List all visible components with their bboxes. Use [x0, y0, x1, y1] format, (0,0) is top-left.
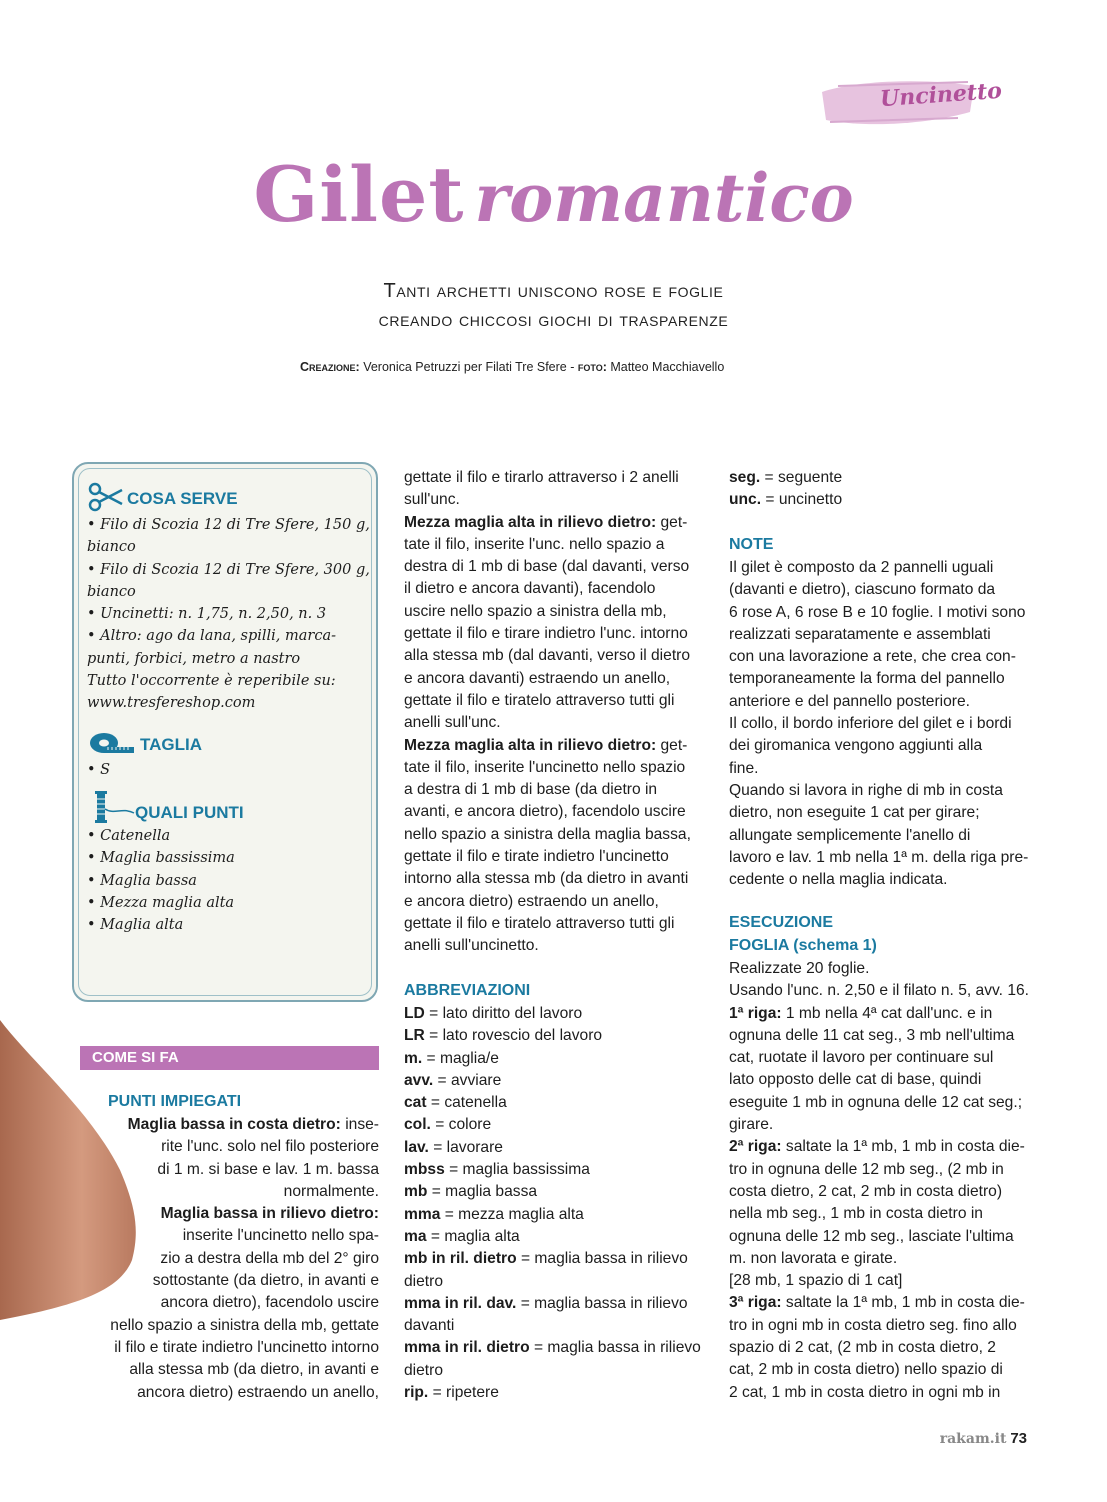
- abbr-item: lav. = lavorare: [404, 1138, 503, 1156]
- list-item: • Uncinetti: n. 1,75, n. 2,50, n. 3: [87, 606, 327, 623]
- abbr-item: seg. = seguente: [729, 469, 843, 486]
- page-footer: [940, 1430, 1027, 1447]
- quali-punti-heading: QUALI PUNTI: [135, 803, 244, 822]
- list-item: bianco: [87, 539, 136, 556]
- taglia-heading: TAGLIA: [140, 735, 203, 754]
- credits-separator: -: [566, 360, 578, 374]
- abbr-item: davanti: [404, 1317, 455, 1335]
- page-number: 73: [1010, 1430, 1027, 1447]
- text-line: di 1 m. si base e lav. 1 m. bassa: [157, 1160, 379, 1178]
- text-line: rite l'unc. solo nel filo posteriore: [161, 1138, 379, 1156]
- text-line: Il gilet è composto da 2 pannelli uguali: [729, 559, 994, 576]
- text-line: nello spazio a sinistra della maglia bassa,: [404, 825, 691, 843]
- cosa-serve-heading: COSA SERVE: [127, 489, 238, 508]
- abbr-item: m. = maglia/e: [404, 1049, 499, 1067]
- text-line: ognuna delle 12 mb seg., lasciate l'ultima: [729, 1227, 1014, 1245]
- text-line: temporaneamente la forma del pannello: [729, 670, 1005, 688]
- text-line: ognuna delle 11 cat seg., 3 mb nell'ultima: [729, 1026, 1015, 1044]
- thread-spool-icon: [92, 789, 136, 825]
- text-line: tate il filo, inserite l'unc. nello spazio a: [404, 535, 665, 553]
- text-line: fine.: [729, 759, 759, 777]
- text-line: realizzati separatamente e assemblati: [729, 625, 991, 643]
- text-line: anelli sull'uncinetto.: [404, 937, 539, 955]
- text-line: e ancora davanti) estraendo un anello,: [404, 669, 671, 687]
- note-text: [729, 557, 1029, 891]
- text-line: dietro, non eseguite 1 cat per girare;: [729, 804, 980, 822]
- abbr-item: unc. = uncinetto: [729, 491, 843, 509]
- text-line: sottostante (da dietro, in avanti e: [152, 1272, 379, 1290]
- list-item: Tutto l'occorrente è reperibile su:: [87, 673, 336, 690]
- foglia-heading: FOGLIA (schema 1): [729, 937, 877, 954]
- text-line: uscire nello spazio a sinistra della mb,: [404, 602, 667, 620]
- text-line: intorno alla stessa mb (da dietro in avanti: [404, 870, 689, 888]
- text-line: tro in ogni mb in costa dietro seg. fino allo: [729, 1316, 1017, 1334]
- punti-impiegati-heading: PUNTI IMPIEGATI: [108, 1093, 242, 1110]
- text-line: (davanti e dietro), ciascuno formato da: [729, 581, 996, 599]
- text-line: gettate il filo e tirarlo attraverso i 2 anelli: [404, 469, 679, 486]
- come-si-fa-text: [0, 1114, 379, 1404]
- tape-measure-icon: [88, 730, 136, 756]
- text-line: sull'unc.: [404, 491, 460, 509]
- abbr-item: mma = mezza maglia alta: [404, 1205, 584, 1223]
- abbreviazioni-continued: [729, 467, 1029, 512]
- text-line: nello spazio a sinistra della mb, gettate: [110, 1316, 379, 1334]
- abbr-item: mma in ril. dietro = maglia bassa in rilievo: [404, 1339, 701, 1357]
- list-item: • Mezza maglia alta: [87, 894, 235, 911]
- list-item: • Maglia alta: [87, 917, 184, 934]
- esecuzione-text: [729, 958, 1029, 1404]
- text-line: Usando l'unc. n. 2,50 e il filato n. 5, avv. 16.: [729, 982, 1030, 1000]
- text-line: Mezza maglia alta in rilievo dietro: get-: [404, 736, 688, 754]
- text-line: alla stessa mb (da dietro, in avanti e: [129, 1361, 379, 1379]
- text-line: avanti, e ancora dietro), facendolo uscire: [404, 803, 686, 821]
- list-item: • Maglia bassissima: [87, 850, 235, 867]
- abbreviazioni-heading: ABBREVIAZIONI: [404, 982, 531, 999]
- text-line: a destra di 1 mb di base (da dietro in: [404, 781, 658, 799]
- abbr-item: LR = lato rovescio del lavoro: [404, 1027, 603, 1045]
- list-item: • Altro: ago da lana, spilli, marca-: [87, 628, 337, 645]
- credits-label-creation: Creazione:: [300, 360, 360, 374]
- column-2-text: [404, 467, 708, 958]
- abbreviazioni-list: [404, 1003, 708, 1404]
- abbr-item: col. = colore: [404, 1116, 492, 1134]
- list-item: • S: [87, 762, 111, 778]
- footer-site: rakam.it: [939, 1431, 1007, 1447]
- credits-label-photo: foto:: [577, 360, 607, 374]
- cosa-serve-list: [87, 514, 369, 715]
- abbr-item: mb = maglia bassa: [404, 1183, 538, 1201]
- text-line: tro in ognuna delle 12 mb seg., (2 mb in: [729, 1160, 1004, 1178]
- text-line: nella mb seg., 1 mb in costa dietro in: [729, 1205, 983, 1223]
- list-item: • Catenella: [87, 828, 171, 844]
- text-line: destra di 1 mb di base (dal davanti, verso: [404, 558, 690, 576]
- text-line: 3ª riga: saltate la 1ª mb, 1 mb in costa die-: [729, 1294, 1025, 1312]
- come-si-fa-bar: COME SI FA: [80, 1046, 379, 1070]
- text-line: 6 rose A, 6 rose B e 10 foglie. I motivi sono: [729, 603, 1026, 621]
- abbr-item: mma in ril. dav. = maglia bassa in rilievo: [404, 1294, 688, 1312]
- text-line: lato opposto delle cat di base, quindi: [729, 1071, 982, 1089]
- page-title: [0, 150, 1107, 239]
- list-item: • Filo di Scozia 12 di Tre Sfere, 300 g,: [87, 561, 370, 578]
- text-line: inserite l'uncinetto nello spa-: [182, 1227, 379, 1245]
- text-line: 2ª riga: saltate la 1ª mb, 1 mb in costa die-: [729, 1138, 1025, 1156]
- text-line: il filo e tirate indietro l'uncinetto intorno: [114, 1338, 379, 1356]
- text-line: m. non lavorata e girate.: [729, 1249, 898, 1267]
- text-line: cat, ruotate il lavoro per continuare sul: [729, 1049, 994, 1067]
- text-line: 1ª riga: 1 mb nella 4ª cat dall'unc. e in: [729, 1004, 993, 1022]
- text-line: girare.: [729, 1116, 774, 1134]
- text-line: 2 cat, 1 mb in costa dietro in ogni mb in: [729, 1383, 1001, 1401]
- text-line: cat, 2 mb in costa dietro) nello spazio di: [729, 1361, 1003, 1379]
- credits-creator: Veronica Petruzzi per Filati Tre Sfere: [363, 360, 567, 374]
- section-tag: Uncinetto: [879, 77, 1003, 113]
- credits: [300, 360, 724, 374]
- list-item: • Maglia bassa: [87, 872, 197, 889]
- abbr-item: ma = maglia alta: [404, 1227, 520, 1245]
- text-line: ancora dietro), facendolo uscire: [160, 1294, 379, 1312]
- abbr-item: dietro: [404, 1272, 444, 1290]
- text-line: gettate il filo e tiratelo attraverso tutti gli: [404, 914, 675, 932]
- abbr-item: cat = catenella: [404, 1094, 507, 1112]
- list-item: bianco: [87, 583, 136, 600]
- title-main: Gilet: [253, 150, 465, 239]
- text-line: gettate il filo e tirate indietro l'uncinetto: [404, 848, 669, 866]
- list-item: punti, forbici, metro a nastro: [87, 650, 301, 667]
- abbr-item: mb in ril. dietro = maglia bassa in rilievo: [404, 1250, 688, 1268]
- subtitle: [0, 277, 1107, 335]
- text-line: Quando si lavora in righe di mb in costa: [729, 781, 1003, 799]
- text-line: allungate semplicemente l'anello di: [729, 826, 971, 844]
- text-line: Maglia bassa in costa dietro: inse-: [127, 1116, 379, 1133]
- text-line: zio a destra della mb del 2° giro: [160, 1249, 379, 1267]
- text-line: gettate il filo e tirare indietro l'unc. intorno: [404, 625, 688, 643]
- text-line: normalmente.: [283, 1182, 379, 1200]
- text-line: [28 mb, 1 spazio di 1 cat]: [729, 1272, 903, 1290]
- list-item: • Filo di Scozia 12 di Tre Sfere, 150 g,: [87, 517, 370, 533]
- text-line: con una lavorazione a rete, che crea con-: [729, 648, 1016, 666]
- text-line: costa dietro, 2 cat, 2 mb in costa dietro): [729, 1182, 1003, 1200]
- text-line: eseguite 1 mb in ognuna delle 12 cat seg.;: [729, 1093, 1023, 1111]
- abbr-item: LD = lato diritto del lavoro: [404, 1005, 583, 1022]
- title-script: romantico: [474, 159, 854, 237]
- text-line: cedente o nella maglia indicata.: [729, 871, 948, 889]
- esecuzione-heading: ESECUZIONE: [729, 914, 834, 931]
- text-line: dei giromanica vengono aggiunti alla: [729, 737, 983, 755]
- text-line: il dietro e ancora davanti), facendolo: [404, 580, 656, 598]
- abbr-item: avv. = avviare: [404, 1071, 502, 1089]
- abbr-item: rip. = ripetere: [404, 1384, 499, 1402]
- text-line: tate il filo, inserite l'uncinetto nello spazio: [404, 758, 686, 776]
- taglia-list: [87, 759, 369, 781]
- text-line: ancora dietro) estraendo un anello,: [137, 1383, 379, 1401]
- text-line: Realizzate 20 foglie.: [729, 960, 870, 977]
- note-heading: NOTE: [729, 536, 774, 553]
- abbr-item: mbss = maglia bassissima: [404, 1161, 590, 1179]
- subtitle-line-2: creando chiccosi giochi di trasparenze: [378, 309, 729, 331]
- subtitle-line-1: Tanti archetti uniscono rose e foglie: [383, 280, 724, 302]
- text-line: Mezza maglia alta in rilievo dietro: get-: [404, 513, 688, 531]
- text-line: anelli sull'unc.: [404, 714, 501, 732]
- text-line: Maglia bassa in rilievo dietro:: [160, 1205, 379, 1223]
- scissors-icon: [88, 482, 124, 512]
- text-line: Il collo, il bordo inferiore del gilet e i bordi: [729, 715, 1012, 733]
- text-line: e ancora dietro) estraendo un anello,: [404, 892, 659, 910]
- abbr-item: dietro: [404, 1361, 444, 1379]
- text-line: anteriore e del pannello posteriore.: [729, 692, 970, 710]
- text-line: alla stessa mb (dal davanti, verso il dietro: [404, 647, 691, 665]
- credits-photographer: Matteo Macchiavello: [610, 360, 725, 374]
- quali-punti-list: [87, 825, 369, 936]
- text-line: lavoro e lav. 1 mb nella 1ª m. della riga pre-: [729, 848, 1029, 866]
- text-line: spazio di 2 cat, (2 mb in costa dietro, 2: [729, 1339, 996, 1357]
- text-line: gettate il filo e tiratelo attraverso tutti gli: [404, 691, 675, 709]
- list-item: www.tresfereshop.com: [87, 695, 256, 712]
